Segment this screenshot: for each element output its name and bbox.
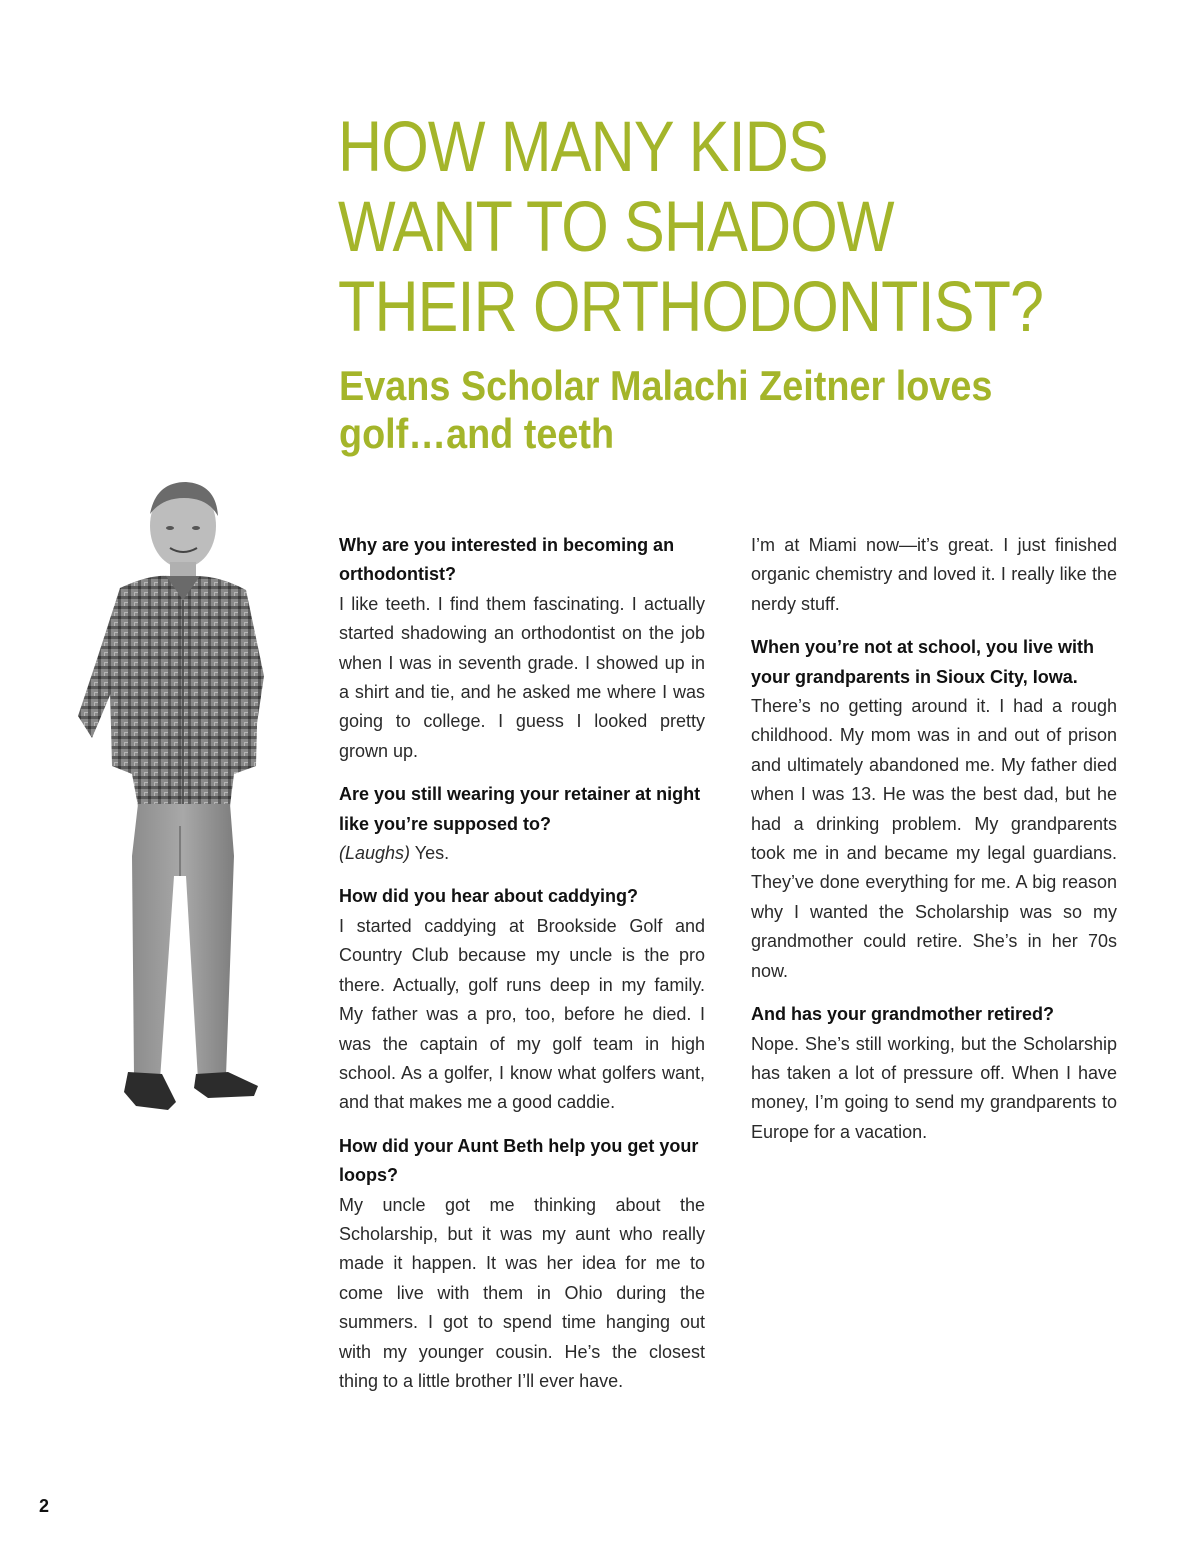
left-column xyxy=(339,531,705,1410)
answer-continued: I’m at Miami now—it’s great. I just finished organic chemistry and loved it. I really like the nerdy stuff. xyxy=(751,535,1117,614)
question: Why are you interested in becoming an orthodontist? xyxy=(339,535,675,585)
student-photo xyxy=(58,476,268,1116)
subtitle-line-1: Evans Scholar Malachi Zeitner loves xyxy=(339,362,993,409)
qa-block xyxy=(339,882,705,1117)
answer: There’s no getting around it. I had a rough childhood. My mom was in and out of prison and ultimately abandoned me. My father died when I was 13. He was the best dad, but he had a drinking problem. My grandparents took me in and became my legal guardians. They’ve done everything for me. A big reason why I wanted the Scholarship was so my grandmother could retire. She’s in her 70s now. xyxy=(751,696,1117,981)
question: When you’re not at school, you live with your grandparents in Sioux City, Iowa. xyxy=(751,637,1095,687)
answer: I started caddying at Brookside Golf and Country Club because my uncle is the pro there. Actually, golf runs deep in my family. My father was a pro, too, before he died. I was the captain of my golf team in high school. As a golfer, I know what golfers want, and that makes me a good caddie. xyxy=(339,915,705,1113)
title-line-2: WANT TO SHADOW xyxy=(338,188,894,267)
article-title xyxy=(338,108,1044,348)
answer xyxy=(339,839,705,868)
question: And has your grandmother retired? xyxy=(751,1004,1055,1025)
right-column xyxy=(751,531,1117,1161)
question: How did you hear about caddying? xyxy=(339,886,639,907)
title-line-3: THEIR ORTHODONTIST? xyxy=(338,268,1044,347)
answer-emphasis: (Laughs) xyxy=(339,843,411,864)
article-subtitle xyxy=(339,362,1023,458)
qa-block xyxy=(751,633,1117,986)
question: Are you still wearing your retainer at night like you’re supposed to? xyxy=(339,784,701,834)
qa-block xyxy=(751,1000,1117,1147)
question: How did your Aunt Beth help you get your loops? xyxy=(339,1135,699,1186)
qa-block xyxy=(751,531,1117,619)
answer-text: Yes. xyxy=(410,843,450,864)
answer: My uncle got me thinking about the Scholarship, but it was my aunt who really made it happen. It was her idea for me to come live with them in Ohio during the summers. I got to spend time hanging out with my younger cousin. He’s the closest thing to a little brother I’ll ever have. xyxy=(339,1194,705,1391)
qa-block xyxy=(339,1132,705,1397)
answer: Nope. She’s still working, but the Scholarship has taken a lot of pressure off. When I have money, I’m going to send my grandparents to Europe for a vacation. xyxy=(751,1033,1117,1142)
qa-block xyxy=(339,531,705,766)
answer: I like teeth. I find them fascinating. I actually started shadowing an orthodontist on the job when I was in seventh grade. I showed up in a shirt and tie, and he asked me where I was going to college. I guess I looked pretty grown up. xyxy=(339,593,705,761)
page-number: 2 xyxy=(39,1496,50,1516)
subtitle-line-2: golf…and teeth xyxy=(339,410,615,457)
qa-block xyxy=(339,780,705,868)
title-line-1: HOW MANY KIDS xyxy=(338,108,828,187)
